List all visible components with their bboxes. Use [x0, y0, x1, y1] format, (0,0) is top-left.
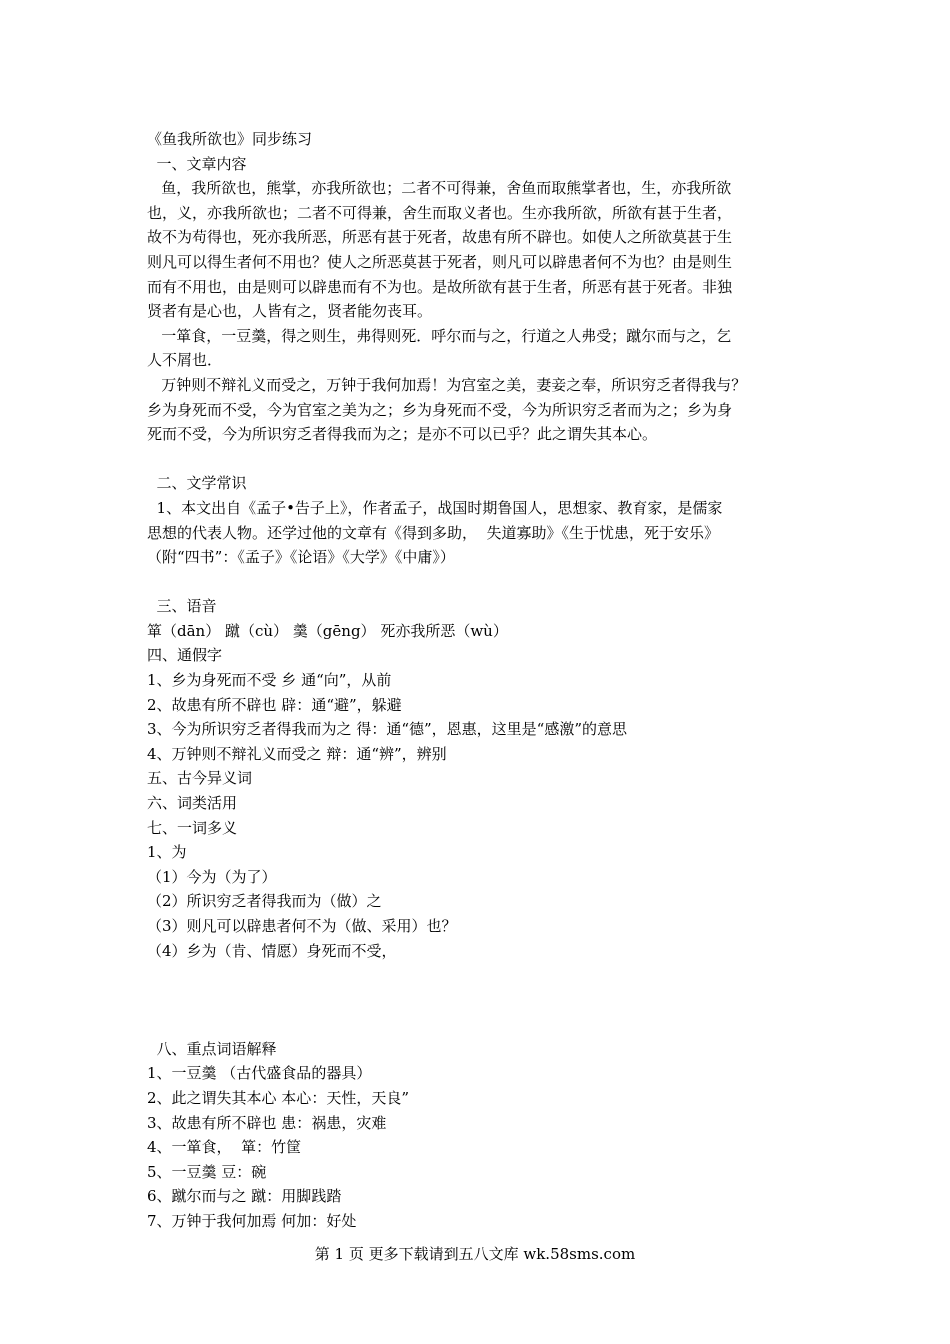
blank-line — [147, 1012, 807, 1037]
list-item: 4、万钟则不辩礼义而受之 辩：通“辨”，辨别 — [147, 744, 447, 763]
list-item: 5、一豆羹 豆：碗 — [147, 1162, 267, 1181]
section-heading: 四、通假字 — [147, 646, 223, 665]
blank-line — [147, 570, 807, 595]
section-heading: 二、文学常识 — [147, 474, 247, 493]
list-item: 1、乡为身死而不受 乡 通“向”，从前 — [147, 671, 392, 690]
section-heading: 三、语音 — [147, 597, 217, 616]
list-item: 1、一豆羹 （古代盛食品的器具） — [147, 1064, 372, 1083]
paragraph-line: 一箪食，一豆羹，得之则生，弗得则死．呼尔而与之，行道之人弗受；蹴尔而与之，乞 — [147, 326, 732, 345]
section-heading: 五、古今异义词 — [147, 769, 253, 788]
list-item: 6、蹴尔而与之 蹴：用脚践踏 — [147, 1187, 342, 1206]
section-heading: 七、一词多义 — [147, 818, 238, 837]
paragraph-line: 贤者有是心也，人皆有之，贤者能勿丧耳。 — [147, 302, 433, 321]
paragraph-line: （附“四书”：《孟子》《论语》《大学》《中庸》） — [147, 548, 455, 567]
blank-line — [147, 963, 807, 1012]
paragraph-line: 思想的代表人物。还学过他的文章有《得到多助， 失道寡助》《生于忧患，死于安乐》 — [147, 523, 720, 542]
section-heading: 八、重点词语解释 — [147, 1039, 277, 1058]
paragraph-line: 鱼，我所欲也，熊掌，亦我所欲也；二者不可得兼，舍鱼而取熊掌者也，生，亦我所欲 — [147, 179, 732, 198]
list-item: （1）今为（为了） — [147, 867, 277, 886]
paragraph-line: 万钟则不辩礼义而受之，万钟于我何加焉！为宫室之美，妻妾之奉，所识穷乏者得我与？ — [147, 375, 747, 394]
document-body — [147, 127, 807, 1234]
list-item: 3、今为所识穷乏者得我而为之 得：通“德”，恩惠，这里是“感激”的意思 — [147, 720, 627, 739]
section-heading: 六、词类活用 — [147, 794, 238, 813]
section-heading: 一、文章内容 — [147, 154, 247, 173]
paragraph-line: 乡为身死而不受，今为官室之美为之；乡为身死而不受，今为所识穷乏者而为之；乡为身 — [147, 400, 733, 419]
paragraph-line: 也，义，亦我所欲也；二者不可得兼，舍生而取义者也。生亦我所欲，所欲有甚于生者， — [147, 203, 733, 222]
list-item: 1、为 — [147, 843, 187, 862]
paragraph-line: 箪（dān） 蹴（cù） 羹（gēng） 死亦我所恶（wù） — [147, 621, 508, 640]
paragraph-line: 人不屑也． — [147, 351, 223, 370]
paragraph-line: 故不为苟得也，死亦我所恶，所恶有甚于死者，故患有所不辟也。如使人之所欲莫甚于生 — [147, 228, 733, 247]
list-item: 3、故患有所不辟也 患：祸患，灾难 — [147, 1113, 387, 1132]
list-item: （4）乡为（肯、情愿）身死而不受， — [147, 941, 397, 960]
list-item: 7、万钟于我何加焉 何加：好处 — [147, 1211, 357, 1230]
document-title: 《鱼我所欲也》同步练习 — [147, 130, 313, 148]
list-item: 2、此之谓失其本心 本心：天性，天良” — [147, 1088, 409, 1107]
paragraph-line: 而有不用也，由是则可以辟患而有不为也。是故所欲有甚于生者，所恶有甚于死者。非独 — [147, 277, 733, 296]
paragraph-line: 死而不受，今为所识穷乏者得我而为之；是亦不可以已乎？此之谓失其本心。 — [147, 425, 658, 444]
paragraph-line: 1、本文出自《孟子•告子上》，作者孟子，战国时期鲁国人，思想家、教育家，是儒家 — [147, 498, 723, 517]
list-item: 2、故患有所不辟也 辟：通“避”，躲避 — [147, 695, 402, 714]
list-item: 4、一箪食， 箪：竹筐 — [147, 1138, 302, 1157]
paragraph-line: 则凡可以得生者何不用也？使人之所恶莫甚于死者，则凡可以辟患者何不为也？由是则生 — [147, 252, 733, 271]
blank-line — [147, 447, 807, 472]
list-item: （2）所识穷乏者得我而为（做）之 — [147, 892, 382, 911]
page-footer: 第 1 页 更多下载请到五八文库 wk.58sms.com — [314, 1245, 636, 1263]
list-item: （3）则凡可以辟患者何不为（做、采用）也？ — [147, 917, 457, 935]
